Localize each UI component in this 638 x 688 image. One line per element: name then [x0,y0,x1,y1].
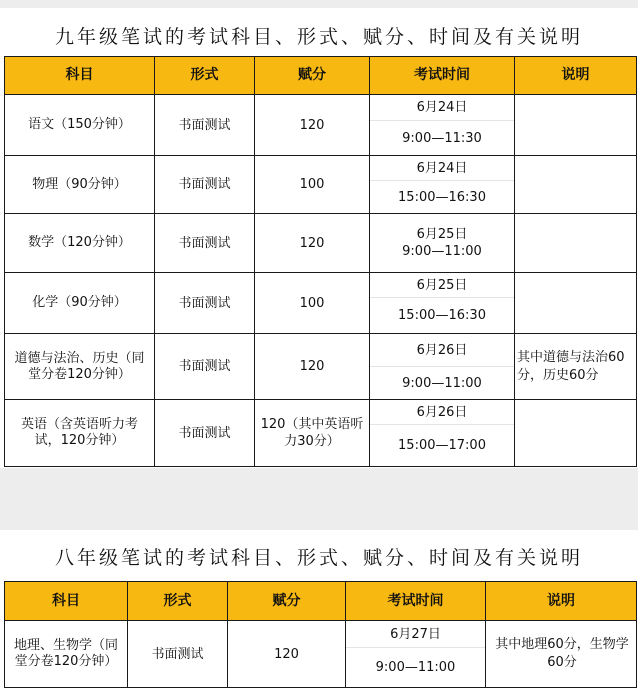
table-row [5,400,637,467]
subject-cell: 物理（90分钟） [5,156,155,214]
subject-cell: 英语（含英语听力考试，120分钟） [5,400,155,467]
exam-time: 15:00—16:30 [398,189,486,205]
header-subject: 科目 [5,582,128,621]
form-cell: 书面测试 [155,214,255,273]
header-time: 考试时间 [370,57,515,95]
form-cell: 书面测试 [155,156,255,214]
grade8-table [4,581,637,688]
table-header-row [5,582,637,621]
header-note: 说明 [486,582,637,621]
score-cell: 120（其中英语听力30分） [255,400,370,467]
exam-date: 6月27日 [346,621,485,648]
form-cell: 书面测试 [155,273,255,334]
exam-time: 15:00—17:00 [398,438,486,453]
header-form: 形式 [128,582,228,621]
score-cell: 120 [255,334,370,400]
header-score: 赋分 [228,582,346,621]
section-separator [0,468,638,530]
exam-date: 6月25日 [370,273,514,298]
note-cell [515,95,637,156]
table-row [5,334,637,400]
exam-time: 9:00—11:00 [402,375,482,391]
exam-date: 6月25日 [416,227,468,242]
form-cell: 书面测试 [155,334,255,400]
time-cell [346,621,486,688]
exam-date: 6月26日 [370,334,514,367]
score-cell: 100 [255,156,370,214]
score-cell: 100 [255,273,370,334]
time-cell [370,400,515,467]
form-cell: 书面测试 [128,621,228,688]
subject-cell: 语文（150分钟） [5,95,155,156]
exam-time: 9:00—11:00 [375,660,456,675]
exam-time: 15:00—16:30 [398,308,486,323]
table-row [5,273,637,334]
exam-time: 9:00—11:00 [402,244,482,259]
grade8-title: 八年级笔试的考试科目、形式、赋分、时间及有关说明 [54,547,583,569]
grade9-title: 九年级笔试的考试科目、形式、赋分、时间及有关说明 [54,26,583,48]
exam-date: 6月24日 [370,156,514,181]
note-cell: 其中地理60分，生物学60分 [486,621,637,688]
note-cell [515,156,637,214]
grade9-table [4,56,637,467]
header-form: 形式 [155,57,255,95]
table-row [5,214,637,273]
subject-cell: 数学（120分钟） [5,214,155,273]
time-cell [370,95,515,156]
exam-date: 6月26日 [370,400,514,425]
table-row [5,95,637,156]
top-separator [0,0,638,8]
score-cell: 120 [255,214,370,273]
time-cell [370,156,515,214]
table-header-row [5,57,637,95]
table-row [5,621,637,688]
header-note: 说明 [515,57,637,95]
time-cell [370,214,515,273]
form-cell: 书面测试 [155,400,255,467]
note-cell: 其中道德与法治60分，历史60分 [515,334,637,400]
note-cell [515,400,637,467]
form-cell: 书面测试 [155,95,255,156]
header-score: 赋分 [255,57,370,95]
exam-time: 9:00—11:30 [402,130,482,146]
table-row [5,156,637,214]
note-cell [515,214,637,273]
header-time: 考试时间 [346,582,486,621]
score-cell: 120 [228,621,346,688]
header-subject: 科目 [5,57,155,95]
subject-cell: 化学（90分钟） [5,273,155,334]
subject-cell: 地理、生物学（同堂分卷120分钟） [5,621,128,688]
time-cell [370,334,515,400]
subject-cell: 道德与法治、历史（同堂分卷120分钟） [5,334,155,400]
time-cell [370,273,515,334]
note-cell [515,273,637,334]
score-cell: 120 [255,95,370,156]
exam-date: 6月24日 [370,95,514,121]
